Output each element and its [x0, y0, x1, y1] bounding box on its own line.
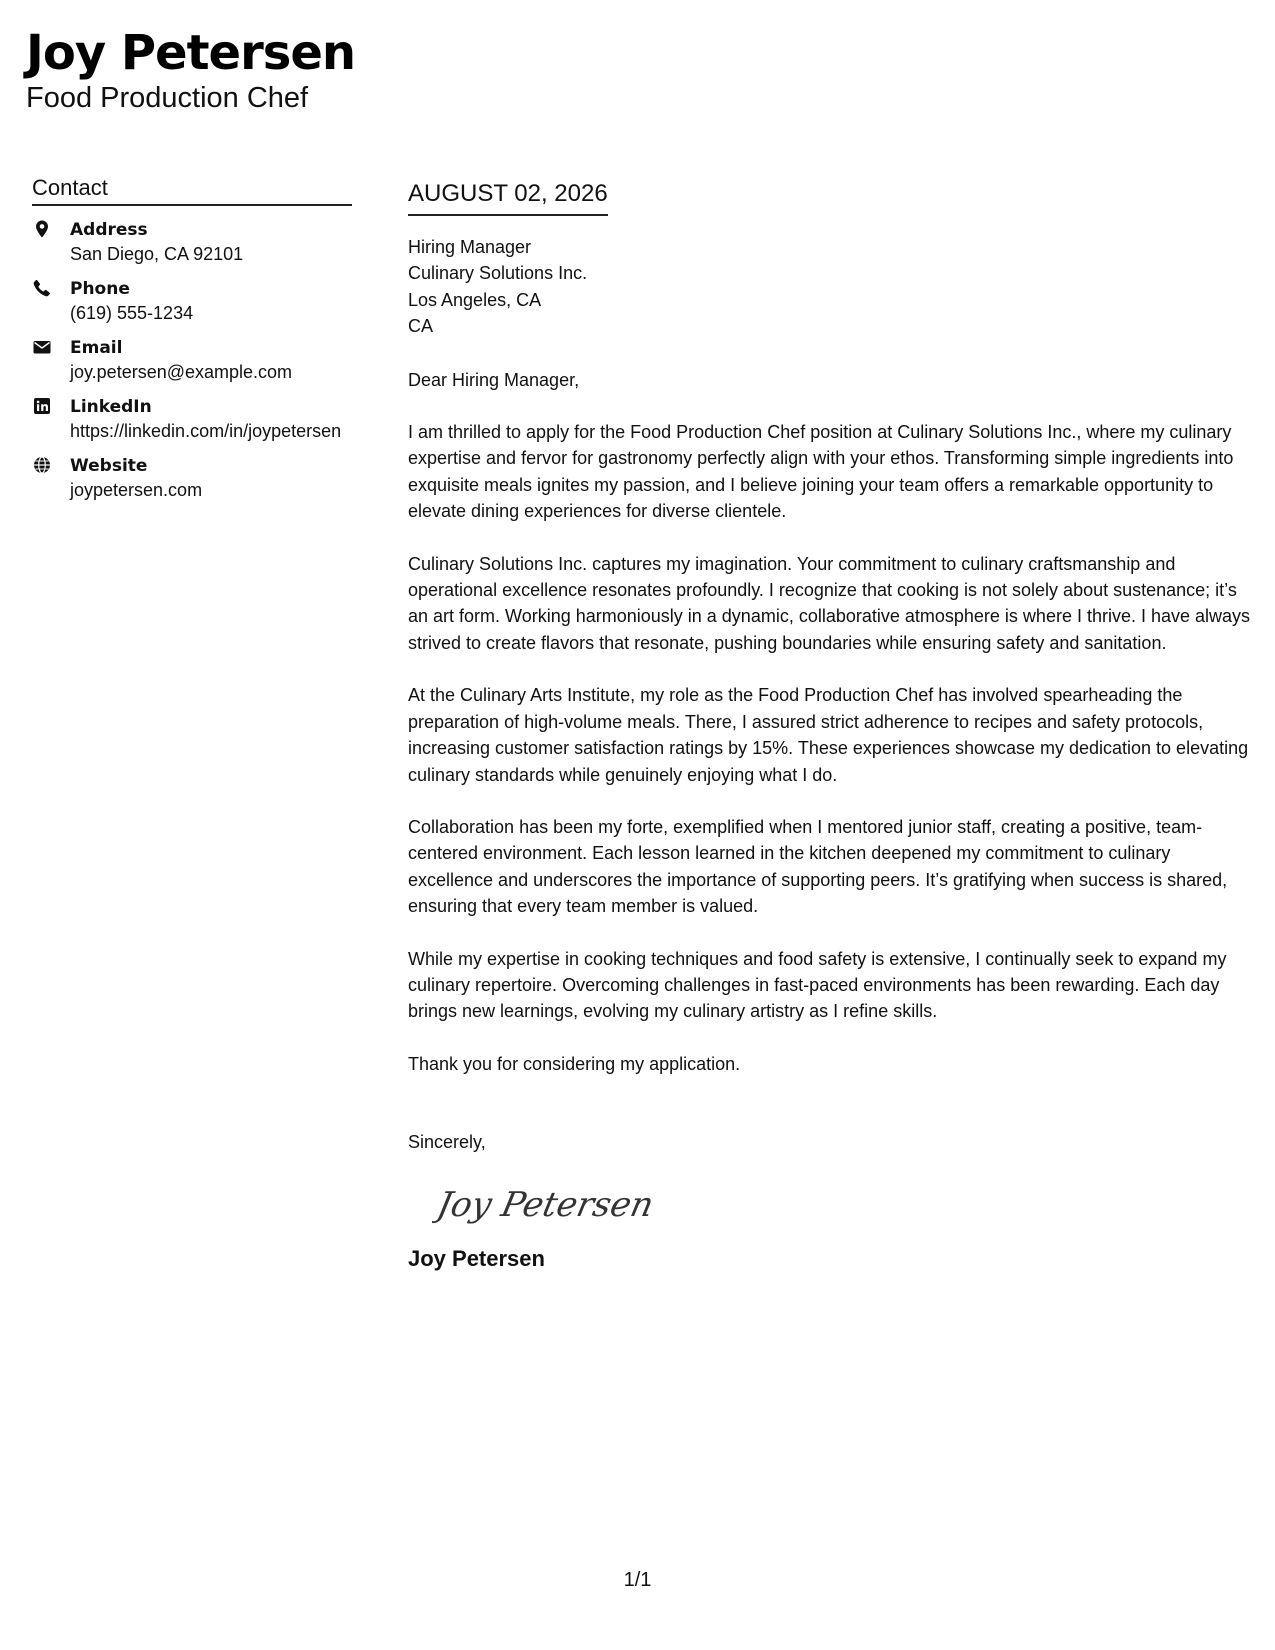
phone-label: Phone: [70, 279, 130, 299]
job-title: Food Production Chef: [26, 82, 309, 114]
recipient-line: CA: [408, 316, 434, 337]
website-value[interactable]: joypetersen.com: [70, 480, 203, 500]
contact-address: [32, 218, 352, 266]
recipient-block: [408, 234, 1254, 340]
recipient-line: Los Angeles, CA: [408, 289, 542, 310]
contact-sidebar: [32, 173, 352, 513]
body-paragraph: I am thrilled to apply for the Food Production Chef position at Culinary Solutions Inc., where my culinary expertise and fervor for gastronomy perfectly align with your ethos. Transforming simple ingredients into exquisite meals ignites my passion, and I believe joining your team offers a remarkable opportunity to elevate dining experiences for diverse clientele.: [408, 422, 1234, 522]
contact-linkedin: [32, 395, 352, 443]
location-pin-icon: [32, 219, 54, 241]
linkedin-value[interactable]: https://linkedin.com/in/joypetersen: [70, 421, 342, 441]
phone-value: (619) 555-1234: [70, 303, 194, 323]
email-label: Email: [70, 338, 123, 358]
resume-header: [26, 22, 355, 114]
website-label: Website: [70, 456, 148, 476]
address-label: Address: [70, 220, 148, 240]
phone-icon: [32, 278, 54, 300]
contact-email: [32, 336, 352, 384]
contact-phone: [32, 277, 352, 325]
closing: Sincerely,: [408, 1132, 486, 1153]
address-value: San Diego, CA 92101: [70, 244, 244, 264]
handwritten-signature: [432, 1176, 1254, 1236]
body-paragraph: Thank you for considering my application.: [408, 1053, 741, 1074]
applicant-name: Joy Petersen: [26, 25, 356, 81]
email-value[interactable]: joy.petersen@example.com: [70, 362, 293, 382]
contact-website: [32, 454, 352, 502]
signature-text: Joy Petersen: [433, 1184, 658, 1225]
signer-name: Joy Petersen: [408, 1245, 545, 1271]
letter-body: [408, 178, 1254, 1274]
recipient-line: Culinary Solutions Inc.: [408, 263, 588, 284]
linkedin-icon: [32, 396, 54, 418]
body-paragraph: Culinary Solutions Inc. captures my imagination. Your commitment to culinary craftsmanship and operational excellence resonates profoundly. I recognize that cooking is not solely about sustenance; it’s an art form. Working harmoniously in a dynamic, collaborative atmosphere is where I thrive. I have always strived to create flavors that resonate, pushing boundaries while ensuring safety and sanitation.: [408, 553, 1251, 653]
contact-heading: Contact: [32, 173, 352, 206]
letter-date: AUGUST 02, 2026: [408, 180, 608, 207]
body-paragraph: At the Culinary Arts Institute, my role as the Food Production Chef has involved spearheading the preparation of high-volume meals. There, I assured strict adherence to recipes and safety protocols, increasing customer satisfaction ratings by 15%. These experiences showcase my dedication to elevating culinary standards while genuinely enjoying what I do.: [408, 685, 1249, 785]
date-block: [408, 178, 608, 216]
signature-image: [432, 1176, 692, 1236]
recipient-line: Hiring Manager: [408, 237, 532, 257]
body-paragraph: Collaboration has been my forte, exemplified when I mentored junior staff, creating a positive, team-centered environment. Each lesson learned in the kitchen deepened my commitment to culinary excellence and underscores the importance of supporting peers. It’s gratifying when success is shared, ensuring that every team member is valued.: [408, 816, 1228, 917]
globe-icon: [32, 455, 54, 477]
linkedin-label: LinkedIn: [70, 397, 152, 417]
email-icon: [32, 337, 54, 359]
page-number: 1/1: [623, 1569, 652, 1591]
salutation: Dear Hiring Manager,: [408, 369, 580, 390]
body-paragraph: While my expertise in cooking techniques and food safety is extensive, I continually seek to expand my culinary repertoire. Overcoming challenges in fast-paced environments has been rewarding. Each day brings new learnings, evolving my culinary artistry as I refine skills.: [408, 948, 1227, 1022]
